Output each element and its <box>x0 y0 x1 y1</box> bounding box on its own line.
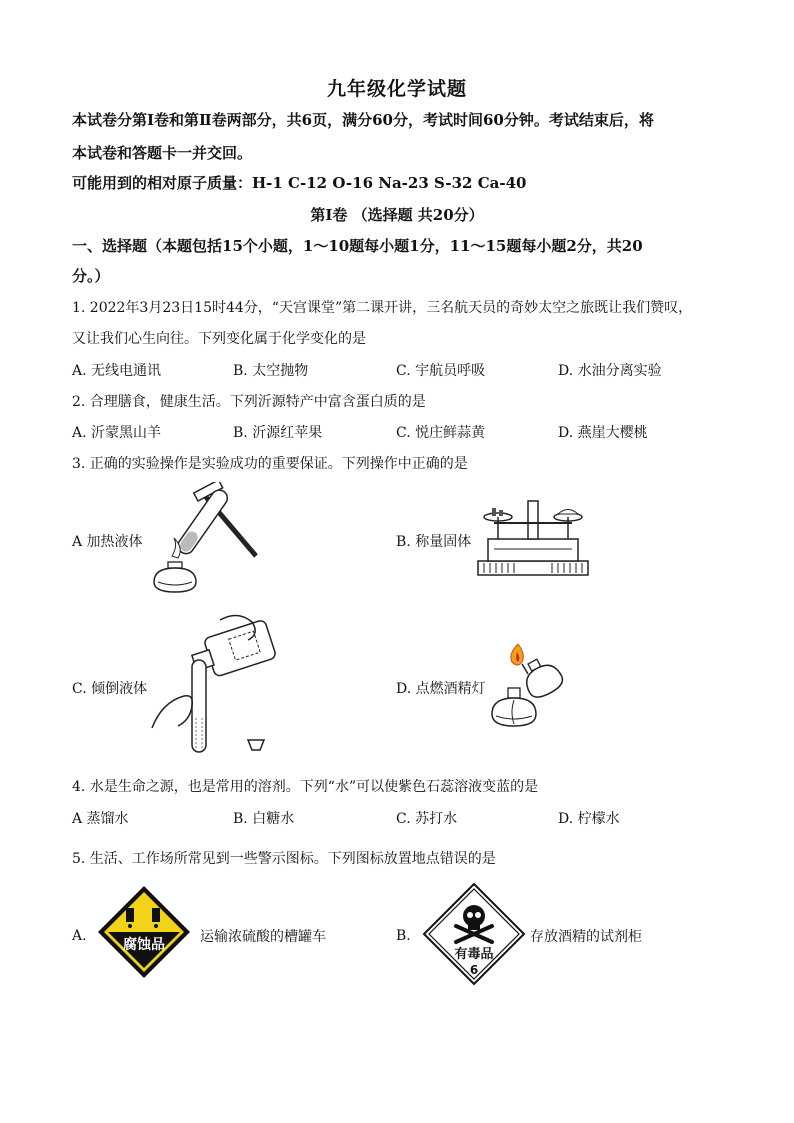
section-title: 第Ⅰ卷 （选择题 共20分） <box>310 206 484 224</box>
q3-option-a[interactable]: A 加热液体 <box>72 534 143 550</box>
q5-option-b[interactable]: B. <box>396 928 411 944</box>
q5-option-a[interactable]: A. <box>72 928 87 944</box>
q1-option-a[interactable]: A. 无线电通讯 <box>72 363 162 379</box>
q1-option-c[interactable]: C. 宇航员呼吸 <box>396 363 486 379</box>
q2-option-a[interactable]: A. 沂蒙黑山羊 <box>72 425 162 441</box>
q5-option-b-caption: 存放酒精的试剂柜 <box>530 929 642 945</box>
part-heading-line-1: 一、选择题（本题包括15个小题，1～10题每小题1分，11～15题每小题2分，共20 <box>72 237 643 255</box>
q2-option-c[interactable]: C. 悦庄鲜蒜黄 <box>396 425 486 441</box>
atomic-masses: 可能用到的相对原子质量：H-1 C-12 O-16 Na-23 S-32 Ca-40 <box>72 174 527 192</box>
q2-option-d[interactable]: D. 燕崖大樱桃 <box>558 425 648 441</box>
q5-stem: 5. 生活、工作场所常见到一些警示图标。下列图标放置地点错误的是 <box>72 851 496 867</box>
q3-option-c[interactable]: C. 倾倒液体 <box>72 681 148 697</box>
q1-option-b[interactable]: B. 太空抛物 <box>233 363 309 379</box>
q4-option-c[interactable]: C. 苏打水 <box>396 811 458 827</box>
toxic-sign-text: 有毒品 <box>454 947 494 962</box>
q4-option-b[interactable]: B. 白糖水 <box>233 811 295 827</box>
q1-stem-line-2: 又让我们心生向往。下列变化属于化学变化的是 <box>72 331 366 347</box>
q4-option-d[interactable]: D. 柠檬水 <box>558 811 620 827</box>
q1-option-d[interactable]: D. 水油分离实验 <box>558 363 662 379</box>
part-heading-line-2: 分。） <box>72 267 110 285</box>
q5-option-a-caption: 运输浓硫酸的槽罐车 <box>200 929 326 945</box>
q4-option-a[interactable]: A 蒸馏水 <box>72 811 129 827</box>
intro-line-2: 本试卷和答题卡一并交回。 <box>72 144 253 162</box>
intro-line-1: 本试卷分第Ⅰ卷和第Ⅱ卷两部分，共6页，满分60分，考试时间60分钟。考试结束后，将 <box>72 111 654 129</box>
q3-stem: 3. 正确的实验操作是实验成功的重要保证。下列操作中正确的是 <box>72 456 468 472</box>
toxic-sign-class: 6 <box>469 963 479 977</box>
pouring-liquid-figure <box>148 610 276 760</box>
corrosive-sign-text: 腐蚀品 <box>123 937 165 953</box>
lighting-lamp-figure <box>484 640 570 732</box>
q1-stem-line-1: 1. 2022年3月23日15时44分，“天宫课堂”第二课开讲，三名航天员的奇妙太空之旅既让我们赞叹， <box>72 300 693 316</box>
toxic-sign <box>422 882 526 986</box>
q2-stem: 2. 合理膳食，健康生活。下列沂源特产中富含蛋白质的是 <box>72 394 426 410</box>
corrosive-sign <box>96 884 192 980</box>
q2-option-b[interactable]: B. 沂源红苹果 <box>233 425 323 441</box>
q4-stem: 4. 水是生命之源，也是常用的溶剂。下列“水”可以使紫色石蕊溶液变蓝的是 <box>72 779 539 795</box>
q3-option-d[interactable]: D. 点燃酒精灯 <box>396 681 486 697</box>
q3-option-b[interactable]: B. 称量固体 <box>396 534 472 550</box>
balance-figure <box>474 495 592 579</box>
heating-liquid-figure <box>148 482 260 594</box>
exam-title: 九年级化学试题 <box>326 78 467 100</box>
